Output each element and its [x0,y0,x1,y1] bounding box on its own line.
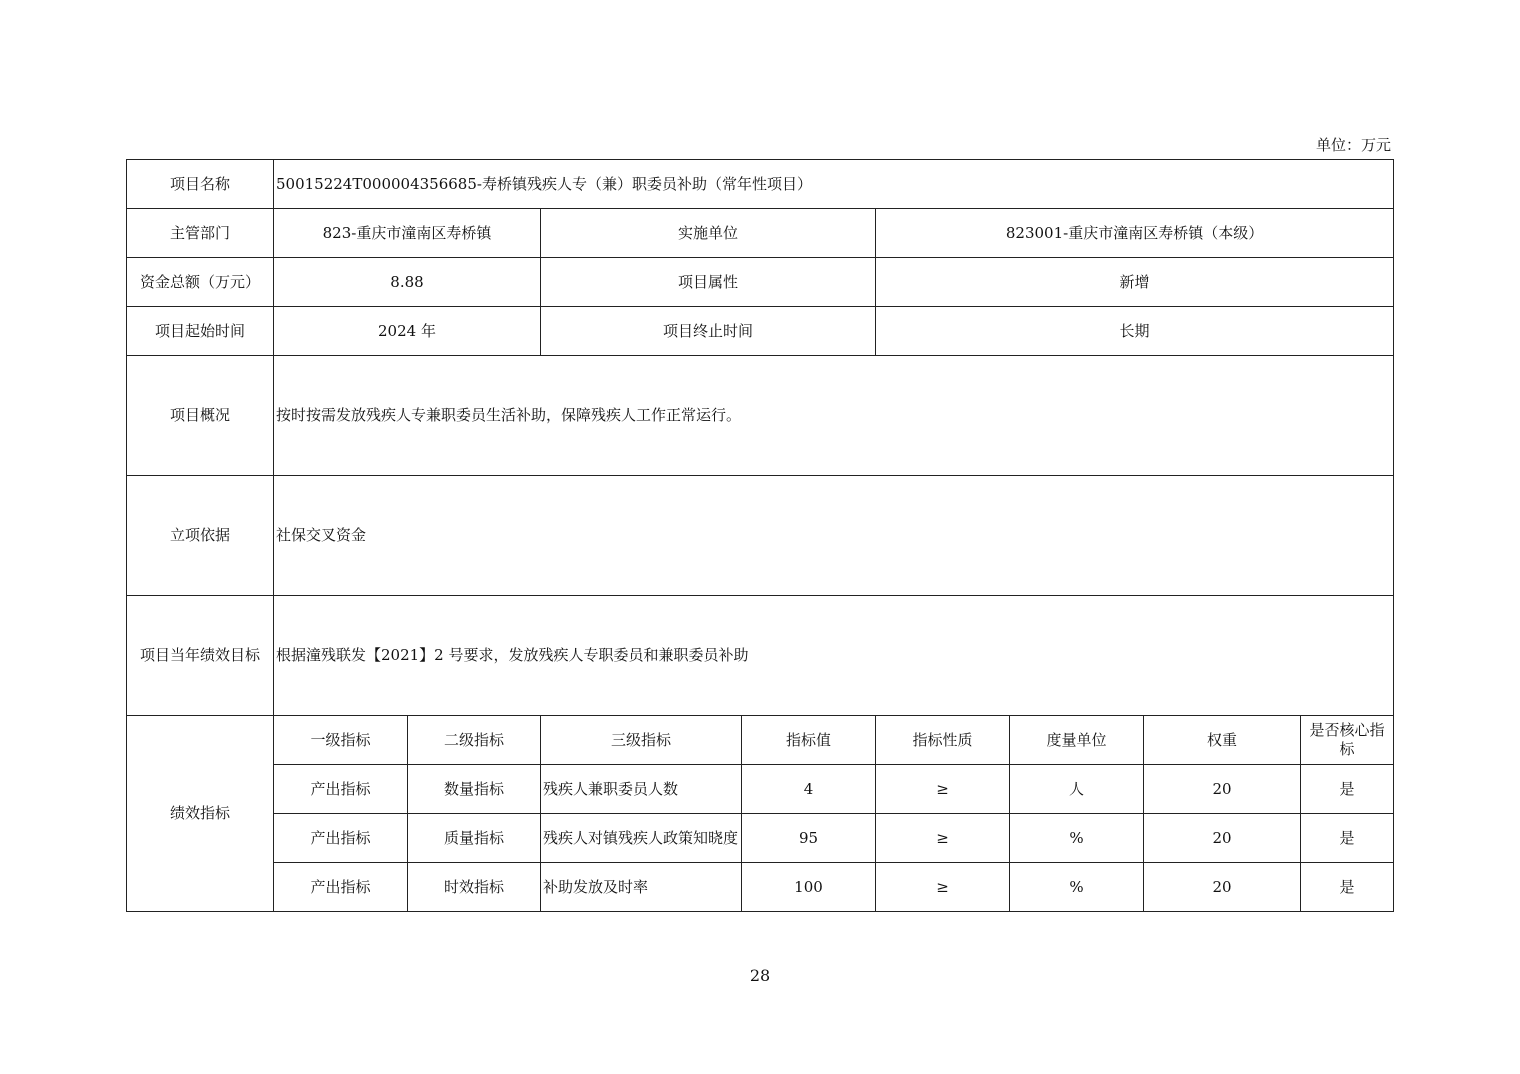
indicator-header-row [127,716,1394,765]
indicator-core: 是 [1301,814,1394,863]
indicator-unit: % [1010,863,1144,912]
indicator-row [127,814,1394,863]
row-timing [127,307,1394,356]
indicator-weight: 20 [1144,863,1301,912]
goal-value: 根据潼残联发【2021】2 号要求，发放残疾人专职委员和兼职委员补助 [274,596,1394,716]
overview-label: 项目概况 [127,356,274,476]
indicator-value: 95 [742,814,876,863]
header-nature: 指标性质 [876,716,1010,765]
header-weight: 权重 [1144,716,1301,765]
end-time-label: 项目终止时间 [541,307,876,356]
project-attribute-value: 新增 [876,258,1394,307]
indicator-value: 100 [742,863,876,912]
indicator-core: 是 [1301,863,1394,912]
indicator-row [127,765,1394,814]
indicator-level1: 产出指标 [274,863,408,912]
performance-label: 绩效指标 [127,716,274,912]
indicator-level3: 残疾人兼职委员人数 [541,765,742,814]
indicator-unit: 人 [1010,765,1144,814]
header-value: 指标值 [742,716,876,765]
indicator-nature: ≥ [876,765,1010,814]
end-time-value: 长期 [876,307,1394,356]
project-performance-table [126,159,1394,912]
header-level1: 一级指标 [274,716,408,765]
header-level2: 二级指标 [408,716,541,765]
indicator-level2: 时效指标 [408,863,541,912]
funding-label: 资金总额（万元） [127,258,274,307]
indicator-weight: 20 [1144,814,1301,863]
goal-label: 项目当年绩效目标 [127,596,274,716]
department-value: 823-重庆市潼南区寿桥镇 [274,209,541,258]
basis-value: 社保交叉资金 [274,476,1394,596]
page-number: 28 [749,966,771,985]
indicator-level3: 残疾人对镇残疾人政策知晓度 [541,814,742,863]
start-time-label: 项目起始时间 [127,307,274,356]
indicator-nature: ≥ [876,814,1010,863]
department-label: 主管部门 [127,209,274,258]
row-project-name [127,160,1394,209]
header-level3: 三级指标 [541,716,742,765]
indicator-level1: 产出指标 [274,814,408,863]
row-basis [127,476,1394,596]
row-overview [127,356,1394,476]
header-unit: 度量单位 [1010,716,1144,765]
project-name-value: 50015224T000004356685-寿桥镇残疾人专（兼）职委员补助（常年性项目） [274,160,1394,209]
indicator-weight: 20 [1144,765,1301,814]
start-time-value: 2024 年 [274,307,541,356]
basis-label: 立项依据 [127,476,274,596]
overview-value: 按时按需发放残疾人专兼职委员生活补助，保障残疾人工作正常运行。 [274,356,1394,476]
indicator-level1: 产出指标 [274,765,408,814]
indicator-row [127,863,1394,912]
row-funding [127,258,1394,307]
indicator-level2: 质量指标 [408,814,541,863]
implementing-unit-value: 823001-重庆市潼南区寿桥镇（本级） [876,209,1394,258]
indicator-core: 是 [1301,765,1394,814]
unit-label: 单位：万元 [1315,136,1391,154]
project-attribute-label: 项目属性 [541,258,876,307]
implementing-unit-label: 实施单位 [541,209,876,258]
indicator-unit: % [1010,814,1144,863]
header-core: 是否核心指标 [1301,716,1394,765]
indicator-level3: 补助发放及时率 [541,863,742,912]
row-goal [127,596,1394,716]
indicator-value: 4 [742,765,876,814]
project-name-label: 项目名称 [127,160,274,209]
indicator-nature: ≥ [876,863,1010,912]
row-department [127,209,1394,258]
indicator-level2: 数量指标 [408,765,541,814]
funding-value: 8.88 [274,258,541,307]
